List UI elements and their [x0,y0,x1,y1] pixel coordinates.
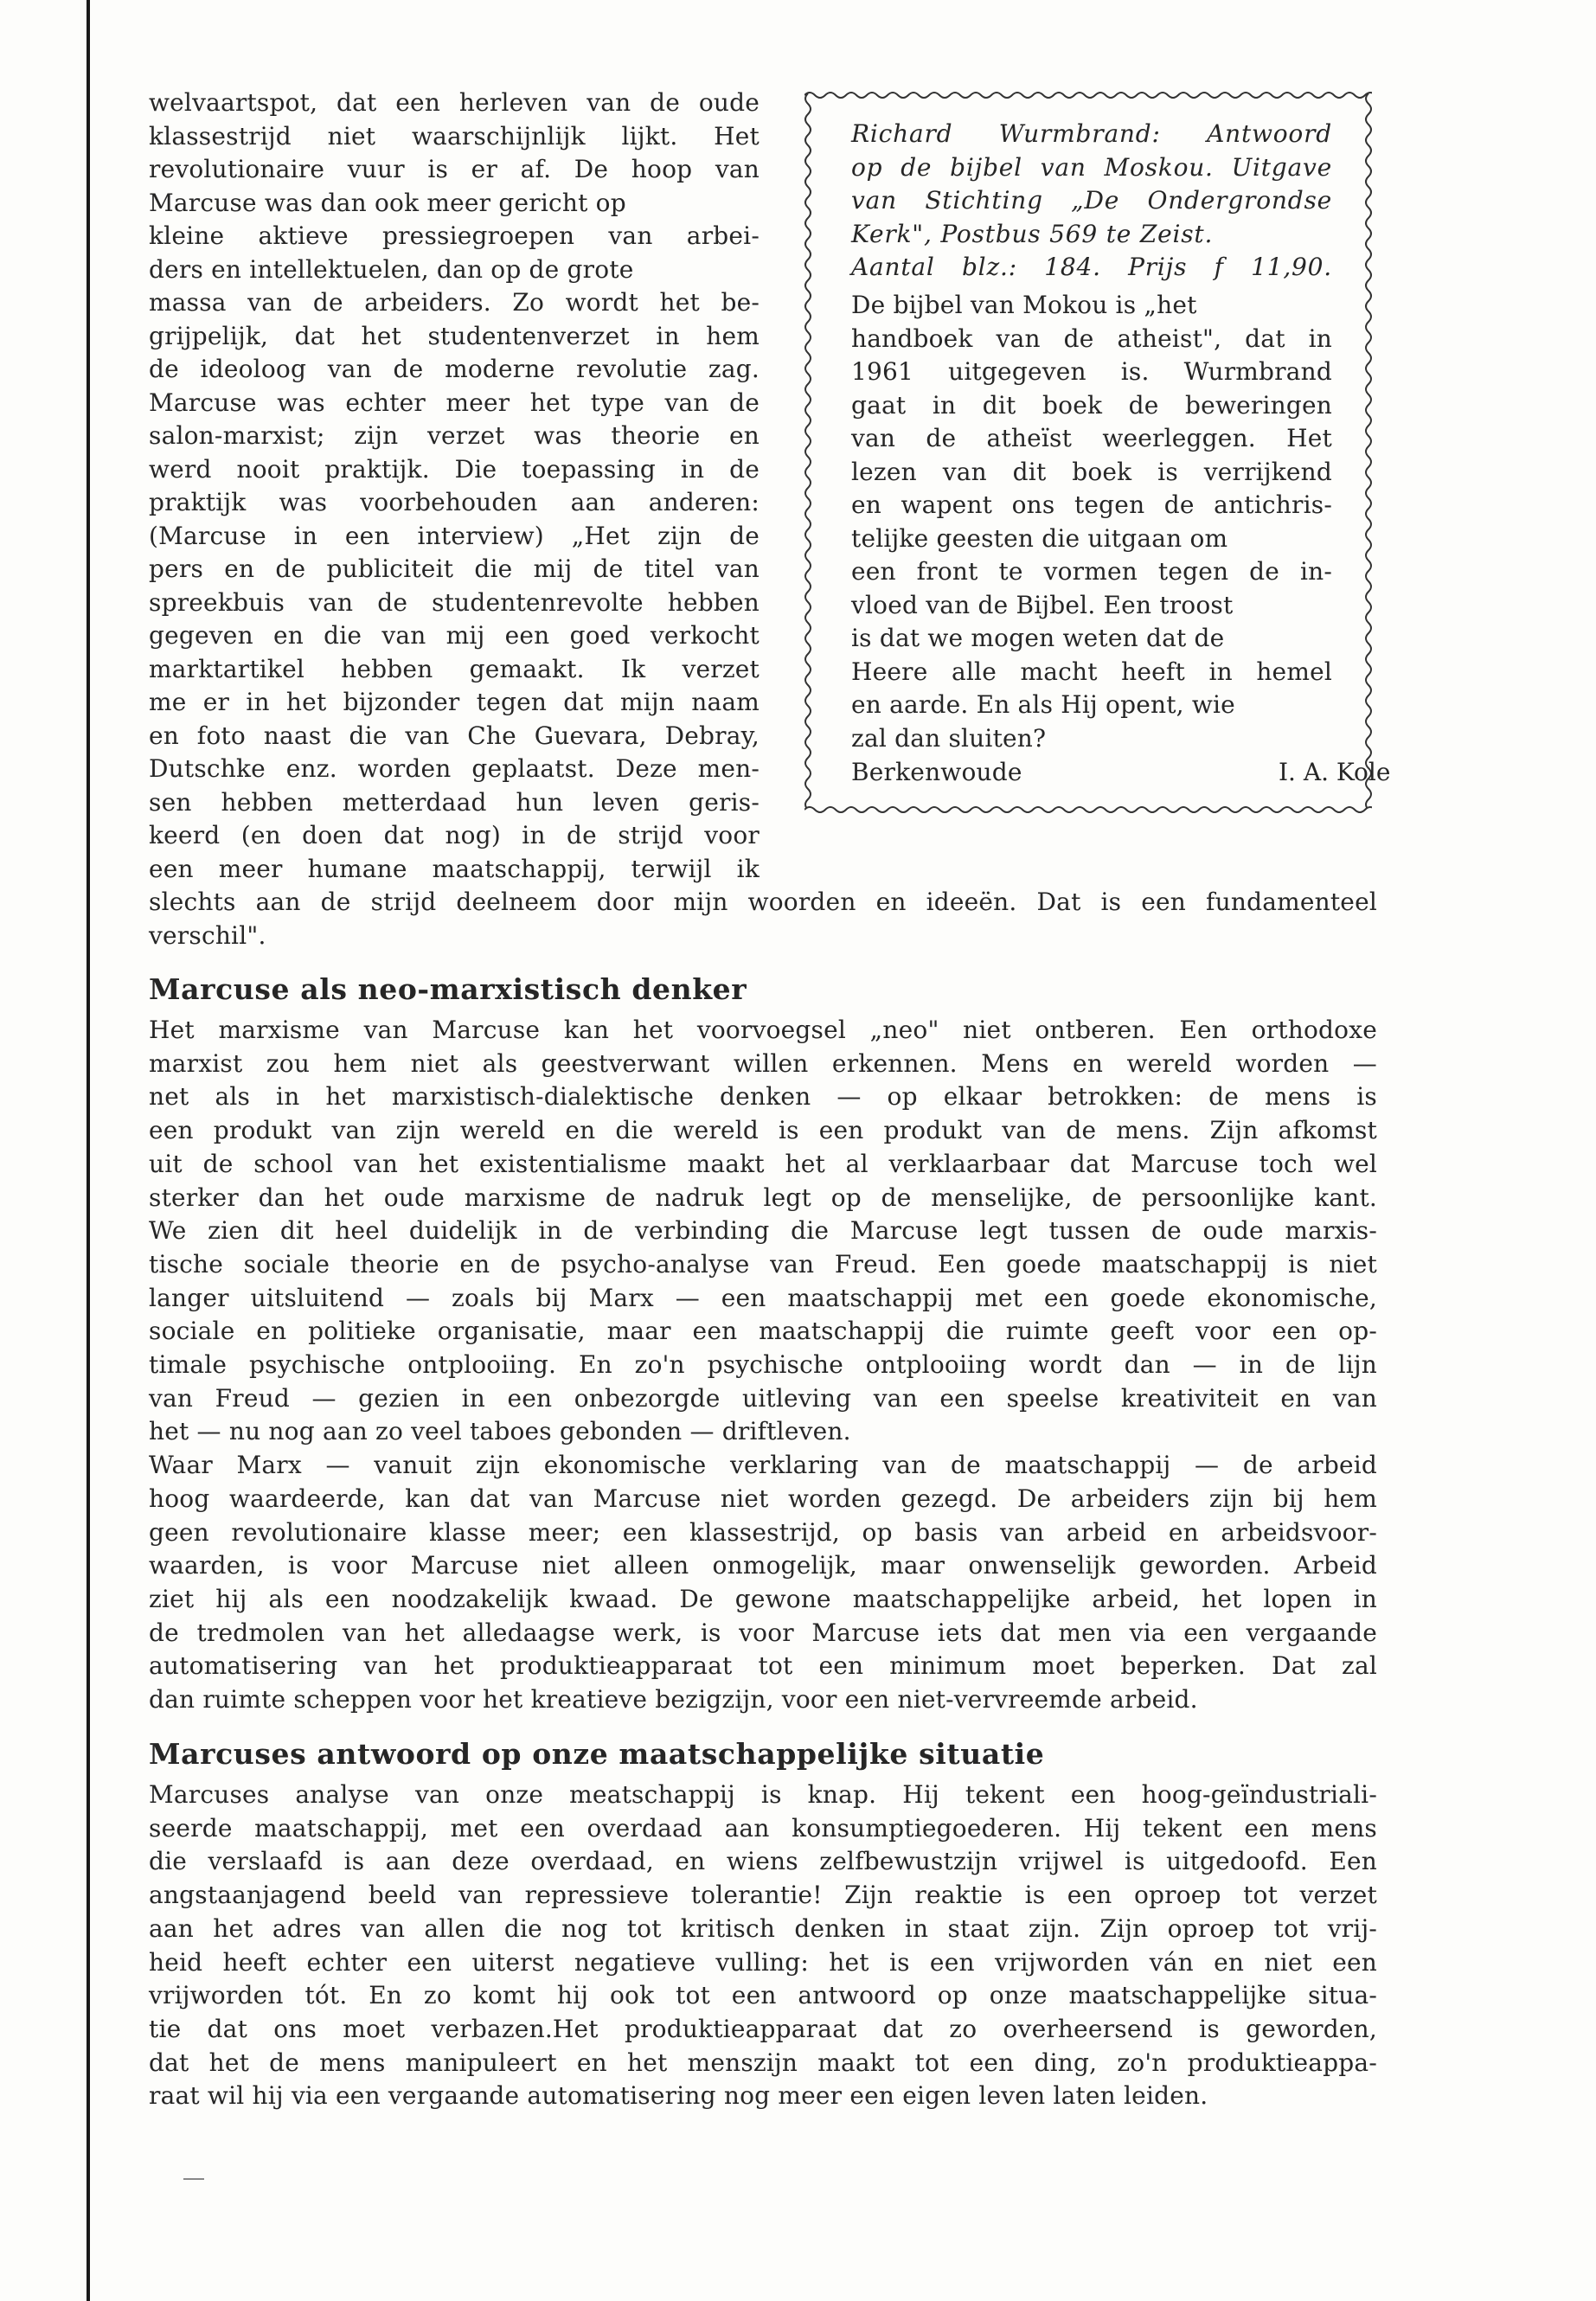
box-border-left [801,93,815,808]
quote-line: verschil". [149,920,266,950]
left-column-line: grijpelijk, dat het studentenverzet in hem [149,321,760,350]
left-column-line: Marcuse was dan ook meer gericht op [149,188,626,217]
section-line: een produkt van zijn wereld en die wereld is een produkt van de mens. Zijn afkomst [149,1116,1377,1145]
left-column-line: werd nooit praktijk. Die toepassing in de [149,454,760,484]
left-column-line: revolutionaire vuur is er af. De hoop van [149,155,760,183]
section-line: seerde maatschappij, met een overdaad aan konsumptiegoederen. Hij tekent een mens [149,1813,1377,1843]
left-column-line: massa van de arbeiders. Zo wordt het be- [149,288,760,317]
section-line: net als in het marxistisch-dialektische denken — op elkaar betrokken: de mens is [149,1082,1377,1112]
section-line: die verslaafd is aan deze overdaad, en wiens zelfbewustzijn vrijwel is uitgedoofd. Een [149,1847,1377,1876]
left-column-line: kleine aktieve pressiegroepen van arbei- [149,221,760,250]
section-line: marxist zou hem niet als geestverwant willen erkennen. Mens en wereld worden — [149,1048,1377,1078]
left-column-line: marktartikel hebben gemaakt. Ik verzet [149,654,760,683]
box-border-bottom [804,803,1372,817]
section-line: sterker dan het oude marxisme de nadruk legt op de menselijke, de persoonlijke kant. [149,1183,1377,1212]
review-book-info-line: Richard Wurmbrand: Antwoord [851,119,1332,148]
section-line: dat het de mens manipuleert en het menszijn maakt tot een ding, zo'n produktieappa- [149,2048,1377,2077]
quote-line: slechts aan de strijd deelneem door mijn woorden en ideeën. Dat is een fundamenteel [149,888,1377,916]
box-border-top [804,88,1372,102]
section-line: langer uitsluitend — zoals bij Marx — een maatschappij met een goede ekonomische, [149,1283,1377,1312]
section-line: aan het adres van allen die nog tot kritisch denken in staat zijn. Zijn oproep tot vrij- [149,1913,1377,1943]
review-body-line: vloed van de Bijbel. Een troost [851,590,1234,619]
left-column-line: een meer humane maatschappij, terwijl ik [149,854,760,883]
review-body-line: De bijbel van Mokou is „het [851,291,1197,319]
section-line: uit de school van het existentialisme maakt het al verklaarbaar dat Marcuse toch wel [149,1149,1377,1178]
margin-mark [183,2178,204,2180]
section-line: waarden, is voor Marcuse niet alleen onmogelijk, maar onwenselijk geworden. Arbeid [149,1551,1377,1580]
review-body-line: lezen van dit boek is verrijkend [851,457,1332,486]
review-body-line: en wapent ons tegen de antichris- [851,490,1332,519]
page-edge-rule [87,0,90,2301]
section-line: tie dat ons moet verbazen.Het produktieapparaat dat zo overheersend is geworden, [149,2014,1377,2043]
section-line: van Freud — gezien in een onbezorgde uitleving van een speelse kreativiteit en van [149,1383,1377,1413]
left-column-line: Dutschke enz. worden geplaatst. Deze men- [149,754,760,783]
section-line: de tredmolen van het alledaagse werk, is voor Marcuse iets dat men via een vergaande [149,1618,1377,1647]
left-column-line: praktijk was voorbehouden aan anderen: [149,488,760,516]
section-heading-neo-marxist: Marcuse als neo-marxistisch denker [149,972,747,1006]
section-line: timale psychische ontplooiing. En zo'n psychische ontplooiing wordt dan — in de lijn [149,1350,1377,1379]
section-line: het — nu nog aan zo veel taboes gebonden — driftleven. [149,1417,851,1446]
section-line: automatisering van het produktieapparaat tot een minimum moet beperken. Dat zal [149,1651,1377,1681]
review-body-line: een front te vormen tegen de in- [851,557,1332,586]
section-heading-antwoord: Marcuses antwoord op onze maatschappelijke situatie [149,1737,1045,1771]
section-line: dan ruimte scheppen voor het kreatieve bezigzijn, voor een niet-vervreemde arbeid. [149,1685,1198,1714]
review-book-info-line: op de bijbel van Moskou. Uitgave [851,152,1332,182]
review-book-info-line: van Stichting „De Ondergrondse [851,186,1332,215]
section-line: tische sociale theorie en de psycho-analyse van Freud. Een goede maatschappij is niet [149,1249,1377,1279]
left-column-line: welvaartspot, dat een herleven van de oude [149,88,760,117]
left-column-line: de ideoloog van de moderne revolutie zag. [149,355,760,383]
review-book-info-line: Kerk", Postbus 569 te Zeist. [851,219,1214,248]
left-column-line: keerd (en doen dat nog) in de strijd voor [149,821,760,849]
review-author: I. A. Kole [1279,758,1391,786]
left-column-line: Marcuse was echter meer het type van de [149,388,760,417]
section-line: We zien dit heel duidelijk in de verbinding die Marcuse legt tussen de oude marxis- [149,1216,1377,1246]
review-body-line: telijke geesten die uitgaan om [851,523,1228,553]
left-column-line: (Marcuse in een interview) „Het zijn de [149,521,760,550]
section-line: Marcuses analyse van onze meatschappij is knap. Hij tekent een hoog-geïndustriali- [149,1780,1377,1809]
review-book-info-line: Aantal blz.: 184. Prijs f 11,90. [851,253,1332,281]
left-column-line: pers en de publiciteit die mij de titel van [149,554,760,583]
left-column-line: ders en intellektuelen, dan op de grote [149,254,634,284]
left-column-line: en foto naast die van Che Guevara, Debray, [149,721,760,750]
left-column-line: sen hebben metterdaad hun leven geris- [149,787,760,817]
review-body-line: 1961 uitgegeven is. Wurmbrand [851,357,1332,386]
review-place: Berkenwoude [851,758,1022,786]
section-line: heid heeft echter een uiterst negatieve vulling: het is een vrijworden ván en niet een [149,1947,1377,1977]
section-line: Het marxisme van Marcuse kan het voorvoegsel „neo" niet ontberen. Een orthodoxe [149,1016,1377,1044]
section-line: vrijworden tót. En zo komt hij ook tot een antwoord op onze maatschappelijke situa- [149,1981,1377,2010]
section-line: raat wil hij via een vergaande automatisering nog meer een eigen leven laten leiden. [149,2081,1208,2111]
box-border-right [1362,93,1375,808]
section-line: ziet hij als een noodzakelijk kwaad. De gewone maatschappelijke arbeid, het lopen in [149,1584,1377,1613]
review-body-line: handboek van de atheist", dat in [851,324,1332,353]
left-column-line: salon-marxist; zijn verzet was theorie en [149,421,760,450]
left-column-line: me er in het bijzonder tegen dat mijn naam [149,688,760,716]
review-body-line: is dat we mogen weten dat de [851,624,1225,652]
left-column-line: gegeven en die van mij een goed verkocht [149,621,760,650]
left-column-line: klassestrijd niet waarschijnlijk lijkt. Het [149,121,760,151]
review-body-line: en aarde. En als Hij opent, wie [851,690,1235,719]
review-body-line: zal dan sluiten? [851,723,1047,753]
section-line: Waar Marx — vanuit zijn ekonomische verklaring van de maatschappij — de arbeid [149,1451,1377,1480]
review-body-line: van de atheïst weerleggen. Het [851,424,1332,452]
section-line: angstaanjagend beeld van repressieve tolerantie! Zijn reaktie is een oproep tot verzet [149,1881,1377,1910]
section-line: sociale en politieke organisatie, maar een maatschappij die ruimte geeft voor een op- [149,1317,1377,1346]
section-line: hoog waardeerde, kan dat van Marcuse niet worden gezegd. De arbeiders zijn bij hem [149,1484,1377,1513]
left-column-line: spreekbuis van de studentenrevolte hebben [149,587,760,617]
section-line: geen revolutionaire klasse meer; een klassestrijd, op basis van arbeid en arbeidsvoor- [149,1517,1377,1547]
review-body-line: gaat in dit boek de beweringen [851,390,1332,420]
review-body-line: Heere alle macht heeft in hemel [851,657,1332,686]
